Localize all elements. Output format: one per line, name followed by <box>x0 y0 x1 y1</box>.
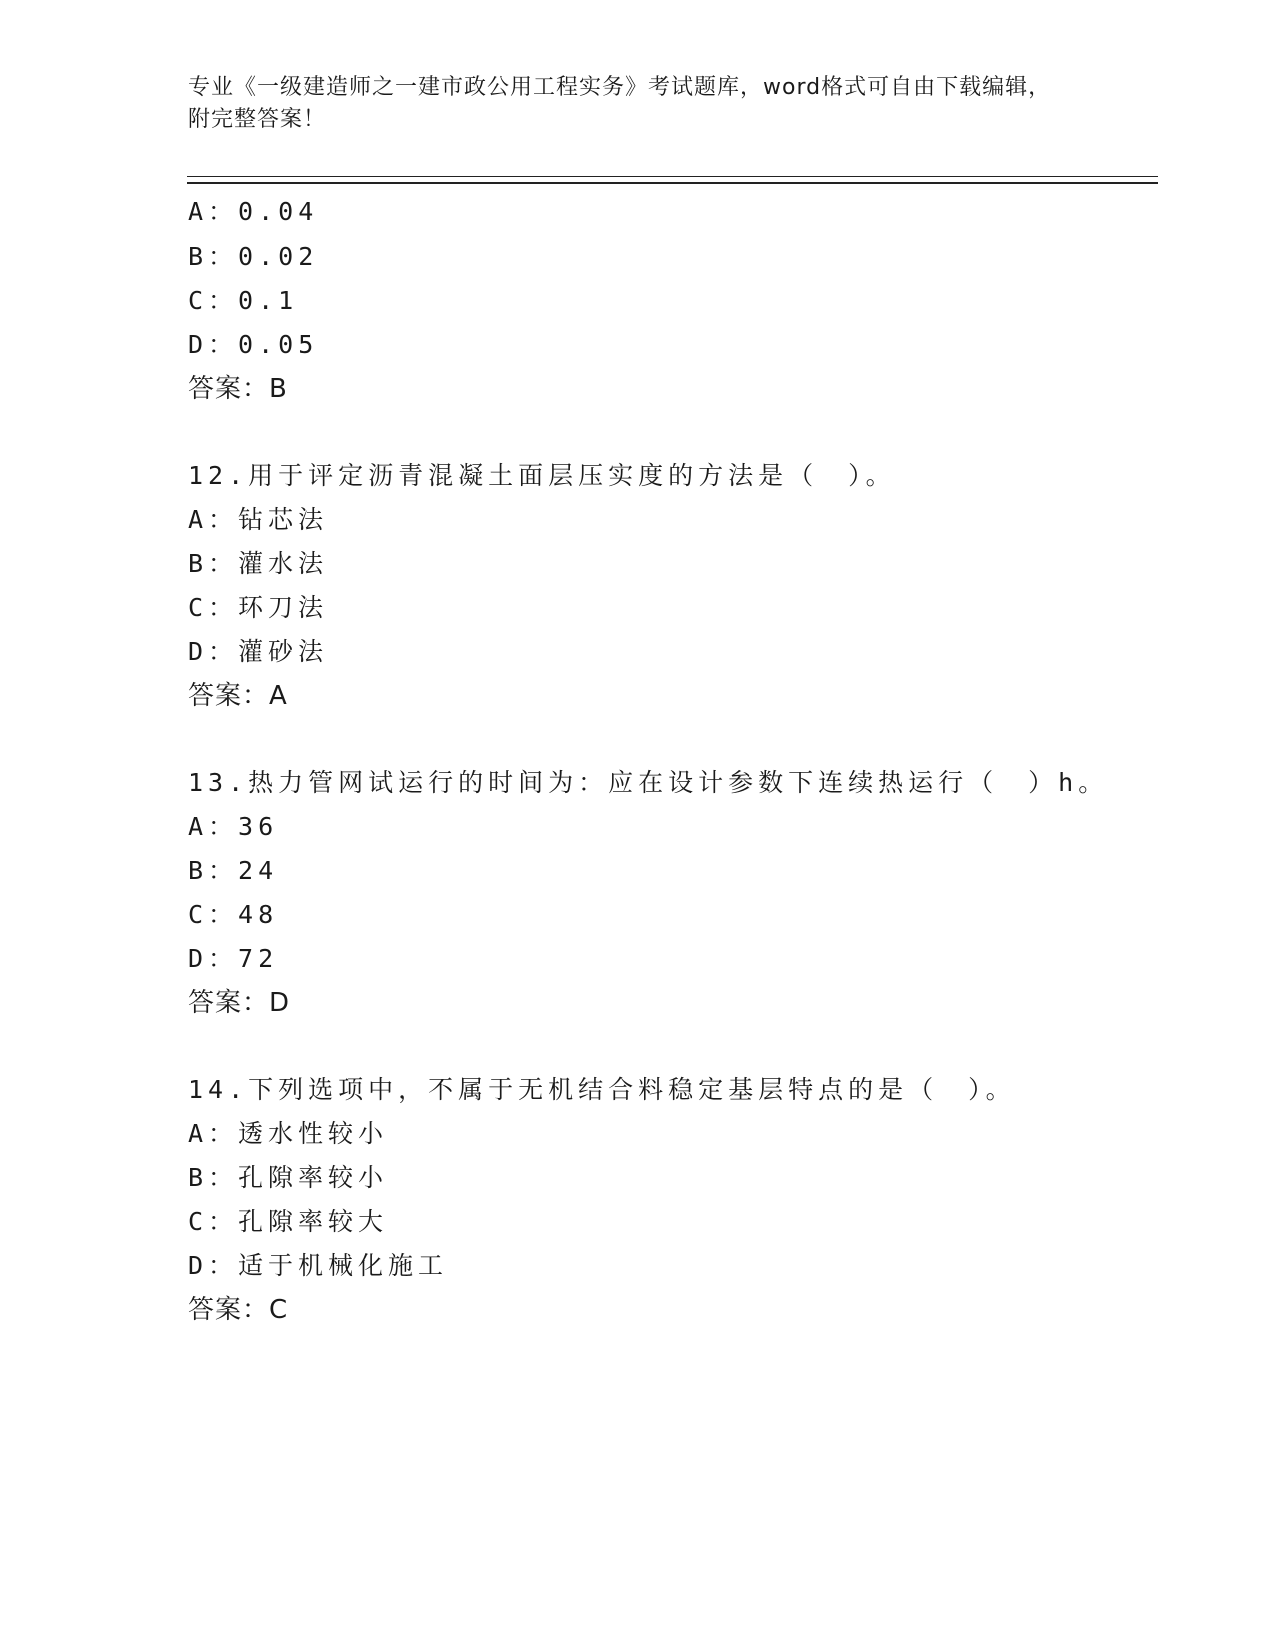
option-b: B：孔隙率较小 <box>188 1163 389 1192</box>
answer-line: 答案：D <box>188 988 291 1018</box>
option-d: D：0.05 <box>188 330 319 359</box>
option-a: A：36 <box>188 812 279 841</box>
option-b: B：0.02 <box>188 242 319 271</box>
header-divider <box>187 176 1158 184</box>
option-b: B：24 <box>188 856 279 885</box>
option-a: A：0.04 <box>188 197 319 226</box>
answer-line: 答案：B <box>188 374 288 404</box>
question-title: 12.用于评定沥青混凝土面层压实度的方法是（ ）。 <box>188 461 896 490</box>
option-d: D：适于机械化施工 <box>188 1251 449 1280</box>
option-a: A：透水性较小 <box>188 1119 389 1148</box>
option-c: C：环刀法 <box>188 593 329 622</box>
option-a: A：钻芯法 <box>188 505 329 534</box>
option-c: C：0.1 <box>188 286 299 315</box>
option-c: C：孔隙率较大 <box>188 1207 389 1236</box>
option-d: D：72 <box>188 944 279 973</box>
option-b: B：灌水法 <box>188 549 329 578</box>
option-c: C：48 <box>188 900 279 929</box>
question-title: 13.热力管网试运行的时间为：应在设计参数下连续热运行（ ）h。 <box>188 768 1109 797</box>
question-title: 14.下列选项中，不属于无机结合料稳定基层特点的是（ ）。 <box>188 1075 1016 1104</box>
answer-line: 答案：A <box>188 681 288 711</box>
option-d: D：灌砂法 <box>188 637 329 666</box>
document-header: 专业《一级建造师之一建市政公用工程实务》考试题库，word格式可自由下载编辑，附完整答案！ <box>188 75 1052 132</box>
answer-line: 答案：C <box>188 1295 289 1325</box>
